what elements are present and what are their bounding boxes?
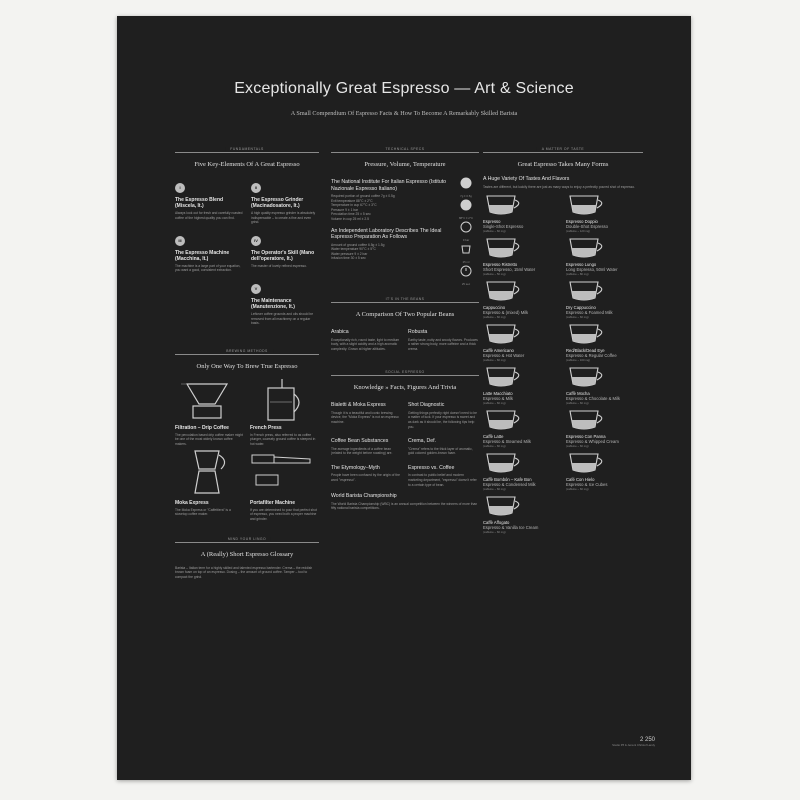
- drink-desc: Espresso & Foamed Milk: [566, 310, 613, 316]
- trivia-item: [408, 399, 479, 429]
- element-title: The Espresso Blend (Miscela, It.): [175, 197, 224, 209]
- footer: [612, 737, 655, 747]
- scale-icon: [453, 176, 479, 194]
- footer-credit: Studio Pfl & Jena & Christof Landy: [612, 743, 655, 747]
- drink-label: [566, 348, 617, 362]
- numeral-badge: IV: [251, 236, 261, 246]
- drink-entry: [483, 322, 560, 365]
- poster-title: Exceptionally Great Espresso — Art & Science: [234, 80, 574, 97]
- trivia-title: Crema, Def.: [408, 438, 436, 445]
- drink-entry: [483, 279, 560, 322]
- spec-icon-label: 25 ml: [462, 260, 470, 264]
- drink-label: [566, 477, 607, 491]
- drink-name: Dry Cappuccino: [566, 305, 596, 311]
- brew-title: Moka Express: [175, 499, 209, 506]
- drink-entry: [566, 322, 643, 365]
- section-tag: TECHNICAL SPECS: [380, 147, 429, 151]
- section-tag: BREWING METHODS: [221, 349, 273, 353]
- drink-entry: [483, 365, 560, 408]
- drink-desc: Single-Shot Espresso: [483, 224, 524, 230]
- trivia-title: World Barista Championship: [331, 493, 397, 500]
- drink-desc: Espresso & Vanilla Ice Cream: [483, 525, 539, 531]
- numeral-badge: I: [175, 183, 185, 193]
- numeral-badge: V: [251, 284, 261, 294]
- brew-method: [250, 378, 319, 447]
- spec-line: Pressure 9 ± 1 bar: [331, 207, 359, 212]
- bean-arabica: [331, 326, 402, 351]
- section-heading: Knowledge » Facts, Figures And Trivia: [353, 384, 457, 392]
- trivia-item-wide: [331, 493, 479, 511]
- element-text: Leftover coffee grounds and oils should be removed from all machinery on a regular basis.: [251, 312, 314, 326]
- bean-comparison: [331, 326, 479, 351]
- drink-label: [483, 305, 528, 319]
- cup-icon: [566, 322, 612, 346]
- section-tag: A MATTER OF TASTE: [537, 147, 589, 151]
- section-tag: MIND YOUR LINGO: [223, 537, 271, 541]
- drink-entry: [566, 451, 643, 494]
- drink-name: Espresso: [483, 219, 501, 225]
- drink-entry: [483, 236, 560, 279]
- key-element: [251, 229, 319, 273]
- drink-label: [566, 262, 618, 276]
- drink-label: [566, 305, 613, 319]
- drink-name: Espresso Ristretto: [483, 262, 518, 268]
- thermometer-icon: [453, 198, 479, 216]
- drink-name: Caffè Americano: [483, 348, 514, 354]
- trivia-item: [408, 462, 479, 487]
- drink-name: Espresso Lungo: [566, 262, 597, 268]
- brew-text: If you are determined to pour that perfect shot of espresso, you need both a proper machine and grinder.: [250, 507, 317, 521]
- drink-caffeine: (caffeine ~ 60 mg): [483, 401, 506, 406]
- drink-label: [483, 520, 538, 534]
- drink-desc: Espresso & Regular Coffee: [566, 353, 617, 359]
- drink-entry: [483, 408, 560, 451]
- trivia-title: Coffee Bean Substances: [331, 438, 389, 445]
- drink-desc: Espresso & (mixed) Milk: [483, 310, 529, 316]
- section-rule: [175, 348, 319, 355]
- section-rule: [331, 369, 479, 376]
- spec-icon-label: 7g ± 0.5g: [460, 194, 472, 198]
- spec-line: Amount of ground coffee 6.5g ± 1.5g: [331, 242, 385, 247]
- key-element: [251, 176, 319, 225]
- column-fundamentals: [175, 146, 319, 579]
- trivia-title: Espresso vs. Coffee: [408, 464, 455, 471]
- drink-desc: Espresso & Milk: [483, 396, 514, 402]
- element-title: The Operator's Skill (Mano dell'operatore, It.): [251, 249, 315, 262]
- moka-pot-icon: [175, 447, 244, 497]
- pressure-gauge-icon: [453, 220, 479, 238]
- drink-name: Caffè Affogato: [483, 520, 510, 526]
- spec-icons: [453, 176, 479, 286]
- drink-caffeine: (caffeine ~ 120 mg): [566, 229, 591, 234]
- spec-line: Exit temperature 88°C ± 2°C: [331, 198, 373, 203]
- drink-caffeine: (caffeine ~ 60 mg): [483, 358, 506, 363]
- section-tag: IT'S IN THE BEANS: [381, 297, 430, 301]
- brew-text: The percolation based drip coffee maker might be one of the most widely known coffee makers.: [175, 432, 243, 447]
- drink-entry: [566, 193, 643, 236]
- element-text: The machine is a large part of your equation, you want a good, consistent extraction.: [175, 263, 241, 273]
- section-tag: FUNDAMENTALS: [225, 147, 268, 151]
- section-heading: A Comparison Of Two Popular Beans: [355, 311, 455, 318]
- section-heading: Pressure, Volume, Temperature: [364, 161, 446, 168]
- spec-icon-label: 25 sec: [461, 282, 471, 286]
- drink-label: [483, 219, 523, 233]
- trivia-grid: [331, 399, 479, 487]
- section-rule: [483, 146, 643, 153]
- drip-filter-icon: [175, 378, 244, 422]
- drink-desc: Espresso & Steamed Milk: [483, 439, 531, 445]
- drink-entry: [566, 365, 643, 408]
- trivia-item: [331, 435, 402, 456]
- section-rule: [175, 536, 319, 543]
- spec-line: Water pressure 9 ± 2 bar: [331, 251, 368, 256]
- drink-label: [483, 262, 535, 276]
- spec-line: Water temperature 90°C ± 5°C: [331, 247, 376, 252]
- trivia-item: [331, 462, 402, 487]
- drink-name: Espresso Con Panna: [566, 434, 606, 440]
- brew-method: [250, 447, 319, 522]
- section-heading: Five Key-Elements Of A Great Espresso: [194, 161, 300, 168]
- espresso-poster: [117, 16, 691, 780]
- inei-title: The National Institute For Italian Espresso (Istituto Nazionale Espresso Italiano): [331, 179, 447, 192]
- drink-caffeine: (caffeine ~ 60 mg): [483, 487, 506, 492]
- bean-title: Arabica: [331, 329, 349, 335]
- section-heading: Great Espresso Takes Many Forms: [517, 161, 609, 168]
- column-technical: [331, 146, 479, 511]
- independent-lab-title: An Independent Laboratory Describes The Ideal Espresso Preparation As Follows: [331, 227, 442, 241]
- drink-label: [566, 434, 619, 448]
- drink-label: [483, 434, 531, 448]
- drink-desc: Espresso & Chocolate & Milk: [566, 396, 620, 402]
- cup-icon: [483, 365, 529, 389]
- drink-desc: Double-Shot Espresso: [566, 224, 608, 230]
- trivia-title: The Etymology–Myth: [331, 464, 380, 471]
- french-press-icon: [250, 378, 319, 422]
- edition-number: 2 250: [639, 737, 655, 743]
- drink-desc: Espresso & Hot Water: [483, 353, 525, 359]
- drink-desc: Short Espresso, 15ml Water: [483, 267, 536, 273]
- trivia-text: People have been confused by the origin of the word "espresso".: [331, 473, 400, 483]
- cup-icon: [483, 494, 529, 518]
- cup-icon: [483, 322, 529, 346]
- drink-name: Caffè Latte: [483, 434, 504, 440]
- element-title: The Espresso Machine (Macchina, It.): [175, 249, 230, 262]
- cup-icon: [483, 193, 529, 217]
- drink-caffeine: (caffeine ~ 50 mg): [483, 272, 506, 277]
- trivia-title: Shot Diagnostic: [408, 402, 445, 409]
- bean-text: Earthy taste, nutty and woody flavors. Produces a rather strong body, more caffeine and a thick crema.: [408, 337, 478, 351]
- cup-icon: [566, 408, 612, 432]
- spec-line: Percolation time 25 ± 5 sec: [331, 212, 371, 217]
- cup-volume-icon: [453, 242, 479, 260]
- trivia-item: [408, 435, 479, 456]
- drink-desc: Espresso & Whipped Cream: [566, 439, 619, 445]
- drink-label: [483, 477, 536, 491]
- key-elements-grid: [175, 176, 319, 326]
- cup-icon: [566, 451, 612, 475]
- cup-icon: [483, 451, 529, 475]
- drink-label: [566, 391, 620, 405]
- trivia-item: [331, 399, 402, 429]
- drink-caffeine: (caffeine ~ 60 mg): [483, 530, 506, 535]
- key-element: [175, 176, 243, 225]
- forms-intro-title: A Huge Variety Of Tastes And Flavors: [483, 176, 570, 182]
- cup-icon: [566, 236, 612, 260]
- element-text: Always look out for fresh and carefully roasted coffee of the highest quality you can find.: [175, 211, 243, 220]
- bean-text: Exceptionally rich, round taste, light to medium body, with a slight acidity and a high aromatic complexity. Grown at higher altitudes.: [331, 337, 400, 351]
- brew-text: In French press, also referred to as coffee plunger, coarsely ground coffee is steeped in hot water.: [250, 432, 316, 447]
- drink-caffeine: (caffeine ~ 60 mg): [566, 401, 589, 406]
- section-tag: SOCIAL ESPRESSO: [380, 370, 429, 374]
- section-rule: [331, 296, 479, 303]
- drink-label: [483, 348, 524, 362]
- key-element: [175, 229, 243, 273]
- section-heading: Only One Way To Brew True Espresso: [196, 362, 298, 370]
- element-title: The Espresso Grinder (Macinadosatore, It.): [251, 197, 304, 209]
- drink-entry: [483, 494, 560, 537]
- drink-name: Caffè Mocha: [566, 391, 590, 397]
- drink-caffeine: (caffeine ~ 160 mg): [566, 358, 591, 363]
- cup-icon: [483, 236, 529, 260]
- trivia-text: Getting things perfectly right doesn't need to be a matter of luck. If your espresso is sweet and as dark as it should be, the following tips help you.: [408, 410, 477, 429]
- trivia-title: Bialetti & Moka Express: [331, 402, 386, 409]
- drink-label: [566, 219, 608, 233]
- timer-icon: [453, 264, 479, 282]
- element-text: A high quality espresso grinder is absolutely indispensable – to create a fine and even grind.: [251, 211, 316, 225]
- drink-caffeine: (caffeine ~ 60 mg): [566, 487, 589, 492]
- cup-icon: [566, 279, 612, 303]
- drink-entry: [483, 451, 560, 494]
- drink-name: Red/Black/Dead Eye: [566, 348, 605, 354]
- trivia-text: The average ingredients of a coffee bean (related to the weight before roasting) are.: [331, 446, 393, 456]
- drink-entry: [566, 408, 643, 451]
- drink-caffeine: (caffeine ~ 60 mg): [566, 444, 589, 449]
- spec-line: Volume in cup 25 ml ± 2.5: [331, 217, 369, 222]
- trivia-text: Though it is a beautiful and iconic brewing device, the "Moka Express" is not an espresso machine.: [331, 410, 399, 425]
- drink-name: Café Con Hielo: [566, 477, 595, 483]
- bean-robusta: [408, 326, 479, 351]
- drink-entry: [483, 193, 560, 236]
- portafilter-icon: [250, 447, 319, 497]
- bean-title: Robusta: [408, 329, 428, 335]
- key-element: [251, 277, 319, 326]
- spec-line: Temperature in cup 67°C ± 3°C: [331, 203, 377, 208]
- trivia-text: The World Barista Championship (WBC) is an annual competition between the winners of more than fifty national barista competitions.: [331, 501, 478, 511]
- numeral-badge: III: [175, 236, 185, 246]
- spec-icon-label: 9 bar: [462, 238, 470, 242]
- drinks-grid: [483, 193, 643, 537]
- drink-caffeine: (caffeine ~ 60 mg): [483, 315, 506, 320]
- drink-caffeine: (caffeine ~ 60 mg): [483, 229, 506, 234]
- drink-caffeine: (caffeine ~ 60 mg): [483, 444, 506, 449]
- spec-line: Infusion time 30 ± 5 sec: [331, 256, 366, 261]
- cup-icon: [566, 193, 612, 217]
- spec-icon-label: 88°C ± 2°C: [458, 216, 474, 220]
- drink-entry: [566, 279, 643, 322]
- brew-title: French Press: [250, 424, 282, 431]
- specs-block: [331, 176, 479, 286]
- brewing-methods: [175, 378, 319, 522]
- section-rule: [331, 146, 479, 153]
- cup-icon: [483, 408, 529, 432]
- element-text: The master of lovely refined espresso.: [251, 263, 307, 268]
- drink-name: Latte Macchiato: [483, 391, 513, 397]
- key-element: [175, 277, 243, 326]
- drink-name: Cappuccino: [483, 305, 506, 311]
- section-rule: [175, 146, 319, 153]
- element-title: The Maintenance (Manutenzione, It.): [251, 298, 295, 311]
- cup-icon: [483, 279, 529, 303]
- brew-title: Portafilter Machine: [250, 499, 296, 506]
- glossary-text: Barista – Italian term for a highly skilled and talented espresso bartender. Crema – the reddish brown foam on top of an espresso. Dosing – the amount of ground coffee. Tamper – tool to compact the grind.: [175, 565, 313, 579]
- spec-line: Required portion of ground coffee 7g ± 0.5g: [331, 194, 395, 198]
- drink-name: Espresso Doppio: [566, 219, 598, 225]
- drink-desc: Long Espresso, 50ml Water: [566, 267, 618, 273]
- drink-entry: [566, 236, 643, 279]
- drink-desc: Espresso & Ice Cubes: [566, 482, 608, 488]
- poster-subtitle: A Small Compendium Of Espresso Facts & How To Become A Remarkably Skilled Barista: [290, 110, 518, 117]
- forms-intro-text: Tastes are different, but luckily there are just as many ways to enjoy a perfectly poured shot of espresso.: [483, 184, 636, 189]
- brew-method: [175, 378, 244, 447]
- drink-caffeine: (caffeine ~ 60 mg): [566, 315, 589, 320]
- trivia-text: "Crema" refers to the thick layer of aromatic, gold colored golden-brown foam.: [408, 446, 473, 456]
- trivia-text: In contrast to public belief and modern marketing department, "espresso" doesn't refer to a certain type of bean.: [408, 473, 477, 487]
- drink-name: Caffè Bombón – Kafe Bon: [483, 477, 532, 483]
- numeral-badge: II: [251, 183, 261, 193]
- specs-text: [331, 176, 449, 286]
- brew-title: Filtration – Drip Coffee: [175, 424, 229, 431]
- drink-caffeine: (caffeine ~ 80 mg): [566, 272, 589, 277]
- drink-label: [483, 391, 513, 405]
- drink-desc: Espresso & Condensed Milk: [483, 482, 536, 488]
- brew-text: The Moka Express or "Caffettiera" is a stovetop coffee maker.: [175, 507, 231, 517]
- column-forms: [483, 146, 643, 537]
- section-heading: A (Really) Short Espresso Glossary: [200, 550, 294, 558]
- brew-method: [175, 447, 244, 522]
- cup-icon: [566, 365, 612, 389]
